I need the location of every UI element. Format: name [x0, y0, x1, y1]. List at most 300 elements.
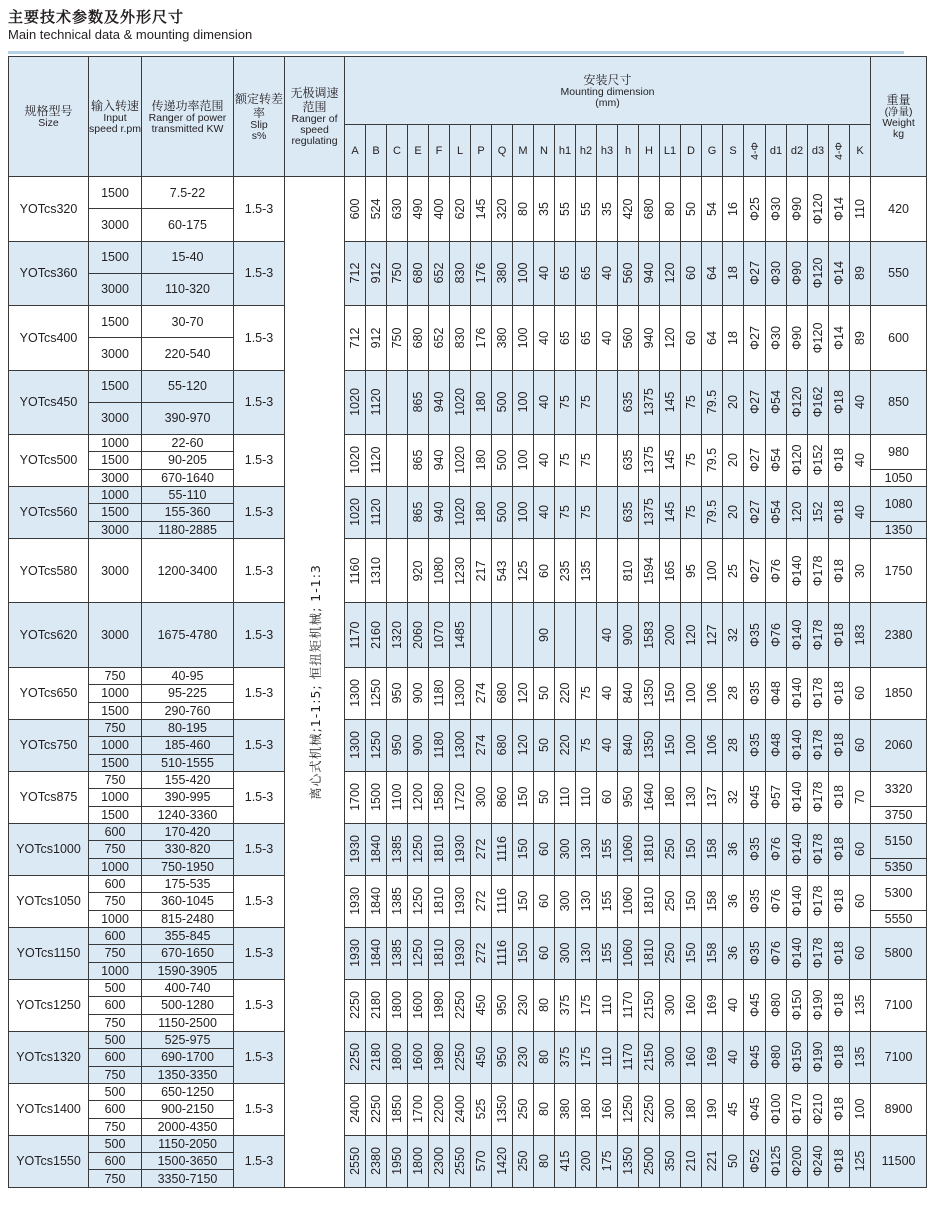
cell-dim [450, 177, 471, 242]
cell-speed: 600 [89, 1153, 142, 1170]
cell-dim [850, 771, 871, 823]
cell-dim [808, 927, 829, 979]
cell-dim [702, 1083, 723, 1135]
dim-value: 2250 [453, 991, 467, 1020]
cell-speed: 1500 [89, 504, 142, 521]
dim-value: Φ120 [811, 322, 825, 354]
dim-value: 250 [516, 1150, 530, 1172]
dim-value: Φ178 [811, 678, 825, 709]
cell-dim [345, 875, 366, 927]
cell-dim [345, 823, 366, 875]
dim-value: Φ76 [769, 941, 783, 966]
cell-power: 390-970 [142, 402, 234, 434]
cell-speed: 3000 [89, 402, 142, 434]
dim-value: 230 [516, 994, 530, 1016]
cell-speed: 1000 [89, 789, 142, 806]
cell-dim [534, 435, 555, 487]
dim-value: 950 [390, 683, 404, 704]
dim-value: 1300 [453, 731, 467, 760]
dim-value: Φ18 [832, 733, 846, 758]
dim-value: 120 [684, 624, 698, 646]
cell-dim [808, 306, 829, 371]
cell-dim [660, 603, 681, 668]
dim-value: 158 [705, 838, 719, 860]
dim-value: 420 [621, 198, 635, 220]
cell-dim [744, 1083, 766, 1135]
dim-value: Φ14 [832, 325, 846, 350]
cell-power: 815-2480 [142, 910, 234, 927]
dim-value: 180 [474, 450, 488, 471]
header-dim-16 [681, 125, 702, 177]
cell-dim [345, 1135, 366, 1187]
dim-value: 380 [558, 1098, 572, 1120]
cell-dim [787, 486, 808, 538]
cell-speed: 750 [89, 1014, 142, 1031]
cell-dim [702, 435, 723, 487]
dim-value: 20 [726, 395, 740, 410]
header-dim-0 [345, 125, 366, 177]
dim-value: 1200 [411, 783, 425, 812]
cell-dim [829, 823, 850, 875]
cell-dim [513, 1083, 534, 1135]
dim-value: 80 [537, 1050, 551, 1065]
dim-value: Φ80 [769, 993, 783, 1018]
dim-value: 75 [579, 738, 593, 753]
dim-value: 1640 [642, 783, 656, 812]
dim-value: 50 [684, 201, 698, 216]
dim-value: 680 [495, 683, 509, 704]
dim-value: 1310 [369, 556, 383, 585]
cell-speed: 500 [89, 979, 142, 996]
cell-dim [829, 486, 850, 538]
dim-value: 28 [726, 738, 740, 753]
cell-power: 110-320 [142, 273, 234, 305]
cell-dim [639, 435, 660, 487]
dim-value: Φ27 [747, 558, 762, 583]
cell-dim [744, 241, 766, 306]
dim-value: 2150 [642, 1043, 656, 1072]
cell-power: 1675-4780 [142, 603, 234, 668]
cell-dim [450, 435, 471, 487]
cell-speed: 750 [89, 1118, 142, 1135]
cell-dim [597, 1083, 618, 1135]
dim-value: 2380 [369, 1147, 383, 1176]
dim-value: 860 [495, 786, 509, 808]
dim-value: 220 [558, 735, 572, 756]
cell-dim [618, 1031, 639, 1083]
cell-dim [766, 1135, 787, 1187]
cell-size: YOTcs620 [9, 603, 89, 668]
cell-dim [829, 538, 850, 603]
dim-value: 160 [684, 1046, 698, 1068]
dim-value: Φ35 [747, 733, 762, 758]
header-slip-cn: 额定转差率 [234, 91, 283, 120]
cell-dim [660, 177, 681, 242]
cell-dim [429, 603, 450, 668]
cell-speed: 600 [89, 1101, 142, 1118]
dim-value: 1600 [411, 1043, 425, 1072]
dim-value: Φ18 [832, 993, 846, 1018]
cell-dim [787, 823, 808, 875]
dim-value: 300 [558, 942, 572, 964]
dim-value: 950 [495, 994, 509, 1016]
cell-dim [366, 177, 387, 242]
dim-value: Φ45 [747, 785, 762, 810]
cell-dim [723, 486, 744, 538]
cell-power: 360-1045 [142, 893, 234, 910]
dim-value: 221 [705, 1150, 719, 1172]
cell-dim [618, 1135, 639, 1187]
cell-dim [513, 667, 534, 719]
cell-dim [429, 1031, 450, 1083]
cell-dim [723, 875, 744, 927]
dim-value: 635 [621, 450, 635, 471]
dim-value: 230 [516, 1046, 530, 1068]
cell-dim [366, 603, 387, 668]
dim-value: 1385 [390, 835, 404, 864]
cell-dim [766, 486, 787, 538]
table-row [9, 1083, 927, 1100]
table-row [9, 538, 927, 603]
cell-dim [471, 370, 492, 435]
cell-dim [513, 979, 534, 1031]
cell-speed: 3000 [89, 521, 142, 538]
cell-power: 1590-3905 [142, 962, 234, 979]
cell-size: YOTcs580 [9, 538, 89, 603]
cell-dim [450, 927, 471, 979]
dim-value: 1385 [390, 887, 404, 916]
dim-value: 75 [579, 453, 593, 468]
cell-dim [597, 486, 618, 538]
header-slip-en: Slip [250, 118, 268, 131]
dim-value: 176 [474, 327, 488, 349]
cell-speed: 750 [89, 719, 142, 736]
dim-value: 110 [558, 787, 572, 808]
dim-value: 100 [516, 391, 530, 413]
cell-size: YOTcs1250 [9, 979, 89, 1031]
cell-power: 1150-2500 [142, 1014, 234, 1031]
dim-value: 106 [705, 735, 719, 756]
header-dim-10 [555, 125, 576, 177]
cell-dim [597, 1031, 618, 1083]
cell-dim [808, 1083, 829, 1135]
dim-value: 1930 [453, 887, 467, 916]
cell-dim [766, 1083, 787, 1135]
cell-dim [345, 603, 366, 668]
cell-speed: 600 [89, 1049, 142, 1066]
cell-dim [639, 771, 660, 823]
dim-value: 1020 [348, 498, 362, 527]
cell-dim [681, 927, 702, 979]
dim-value: 40 [537, 505, 551, 520]
dim-value: Φ27 [747, 390, 762, 415]
dim-value: 18 [726, 266, 740, 281]
dim-value: 135 [579, 560, 593, 582]
cell-dim [492, 1083, 513, 1135]
dim-value: 2250 [369, 1095, 383, 1124]
header-mounting [345, 57, 871, 125]
cell-dim [766, 1031, 787, 1083]
dim-value: 500 [495, 391, 509, 413]
cell-dim [787, 1083, 808, 1135]
dim-value: 560 [621, 262, 635, 284]
cell-dim [576, 927, 597, 979]
dim-value: 1810 [642, 835, 656, 864]
header-dim-label: S [729, 144, 737, 157]
cell-weight: 5550 [871, 910, 927, 927]
dim-value: Φ150 [790, 989, 804, 1021]
dim-value: 1810 [642, 939, 656, 968]
cell-dim [702, 486, 723, 538]
cell-dim [723, 370, 744, 435]
cell-dim [513, 241, 534, 306]
dim-value: 940 [432, 391, 446, 413]
header-dim-9 [534, 125, 555, 177]
header-dim-label: 4-Φ [833, 141, 845, 160]
cell-slip: 1.5-3 [234, 370, 285, 435]
dim-value: 150 [684, 890, 698, 912]
cell-dim [408, 667, 429, 719]
cell-dim [639, 603, 660, 668]
cell-dim [345, 771, 366, 823]
dim-value: 2400 [348, 1095, 362, 1124]
cell-dim [618, 603, 639, 668]
cell-dim [513, 823, 534, 875]
cell-slip: 1.5-3 [234, 979, 285, 1031]
table-row [9, 603, 927, 668]
dim-value: Φ54 [769, 390, 783, 415]
cell-power: 1200-3400 [142, 538, 234, 603]
dim-value: 70 [853, 790, 868, 805]
cell-dim [387, 771, 408, 823]
cell-dim [702, 306, 723, 371]
dim-value: 16 [726, 201, 740, 216]
cell-dim [366, 719, 387, 771]
dim-value: 750 [390, 262, 404, 284]
cell-dim [387, 1031, 408, 1083]
cell-dim [766, 435, 787, 487]
cell-speed: 1500 [89, 754, 142, 771]
dim-value: 380 [495, 262, 509, 284]
dim-value: 635 [621, 391, 635, 413]
dim-value: 635 [621, 502, 635, 523]
dim-value: 1700 [411, 1095, 425, 1124]
cell-dim [471, 1031, 492, 1083]
cell-dim [618, 823, 639, 875]
dim-value: 135 [853, 1046, 868, 1068]
cell-speed: 750 [89, 1066, 142, 1083]
dim-value: Φ18 [832, 500, 846, 525]
cell-dim [429, 435, 450, 487]
dim-value: Φ152 [811, 445, 825, 476]
dim-value: 75 [579, 395, 593, 410]
cell-weight: 1080 [871, 486, 927, 521]
dim-value: 158 [705, 942, 719, 964]
cell-dim [534, 979, 555, 1031]
cell-speed: 750 [89, 945, 142, 962]
cell-dim [639, 823, 660, 875]
cell-dim [492, 927, 513, 979]
dim-value: 2180 [369, 991, 383, 1020]
cell-weight: 5300 [871, 875, 927, 910]
dim-value: 1980 [432, 1043, 446, 1072]
cell-speed: 600 [89, 927, 142, 944]
cell-dim [766, 979, 787, 1031]
cell-slip: 1.5-3 [234, 667, 285, 719]
cell-dim [387, 875, 408, 927]
dim-value: 158 [705, 890, 719, 912]
dim-value: 60 [684, 266, 698, 281]
header-dim-14 [639, 125, 660, 177]
dim-value: 60 [537, 894, 551, 909]
cell-power: 690-1700 [142, 1049, 234, 1066]
dim-value: 1320 [390, 621, 404, 650]
cell-weight: 8900 [871, 1083, 927, 1135]
cell-power: 400-740 [142, 979, 234, 996]
dim-value: 320 [495, 198, 509, 220]
dim-value: 1250 [621, 1095, 635, 1124]
cell-dim [660, 486, 681, 538]
cell-slip: 1.5-3 [234, 177, 285, 242]
cell-dim [345, 306, 366, 371]
cell-dim [766, 667, 787, 719]
cell-dim [513, 771, 534, 823]
dim-value: 1300 [348, 679, 362, 708]
cell-dim [513, 538, 534, 603]
cell-dim [787, 177, 808, 242]
dim-value: 1600 [411, 991, 425, 1020]
cell-dim [387, 435, 408, 487]
dim-value: 200 [579, 1150, 593, 1172]
dim-value: 2180 [369, 1043, 383, 1072]
dim-value: 50 [726, 1154, 740, 1169]
cell-dim [808, 370, 829, 435]
cell-dim [492, 538, 513, 603]
cell-dim [471, 771, 492, 823]
cell-power: 90-205 [142, 452, 234, 469]
cell-dim [744, 603, 766, 668]
dim-value: 120 [516, 683, 530, 704]
dim-value: 375 [558, 1046, 572, 1068]
cell-dim [787, 667, 808, 719]
dim-value: 60 [853, 894, 868, 909]
dim-value: Φ14 [832, 196, 846, 221]
dim-value: 40 [600, 628, 614, 643]
cell-dim [744, 1135, 766, 1187]
cell-dim [681, 771, 702, 823]
cell-dim [492, 823, 513, 875]
dim-value: 1060 [621, 939, 635, 968]
cell-dim [471, 486, 492, 538]
cell-speed: 3000 [89, 469, 142, 486]
cell-size: YOTcs500 [9, 435, 89, 487]
cell-dim [787, 875, 808, 927]
header-mount-en: Mounting dimension [560, 85, 655, 98]
cell-dim [408, 1031, 429, 1083]
dim-value: 80 [516, 201, 530, 216]
cell-power: 500-1280 [142, 997, 234, 1014]
cell-dim [492, 435, 513, 487]
dim-value: Φ162 [811, 386, 825, 418]
cell-dim [492, 1031, 513, 1083]
cell-dim [429, 306, 450, 371]
cell-dim [787, 927, 808, 979]
dim-value: 120 [663, 327, 677, 349]
cell-dim [766, 771, 787, 823]
dim-value: 600 [348, 198, 362, 220]
cell-dim [534, 875, 555, 927]
dim-value: 1810 [432, 887, 446, 916]
cell-dim [534, 486, 555, 538]
dim-value: 75 [684, 453, 698, 468]
cell-dim [408, 241, 429, 306]
dim-value: 160 [600, 1098, 614, 1120]
cell-dim [808, 667, 829, 719]
cell-dim [450, 486, 471, 538]
cell-dim [513, 603, 534, 668]
dim-value: 1500 [369, 783, 383, 812]
cell-dim [450, 306, 471, 371]
cell-dim [681, 370, 702, 435]
cell-dim [639, 667, 660, 719]
cell-speed: 500 [89, 1083, 142, 1100]
cell-dim [387, 486, 408, 538]
cell-dim [660, 1083, 681, 1135]
dim-value: 1100 [390, 783, 404, 811]
dim-value: 1840 [369, 939, 383, 968]
dim-value: 250 [663, 838, 677, 860]
cell-dim [450, 823, 471, 875]
cell-dim [576, 719, 597, 771]
cell-power: 55-110 [142, 486, 234, 503]
header-slip-unit: s% [251, 129, 267, 142]
cell-dim [597, 538, 618, 603]
cell-dim [660, 823, 681, 875]
cell-dim [660, 1031, 681, 1083]
cell-dim [808, 486, 829, 538]
dim-value: 1180 [432, 731, 446, 759]
cell-dim [702, 771, 723, 823]
cell-dim [387, 1135, 408, 1187]
cell-power: 1240-3360 [142, 806, 234, 823]
header-mount-cn: 安装尺寸 [583, 72, 632, 87]
cell-weight: 5350 [871, 858, 927, 875]
cell-dim [808, 1031, 829, 1083]
dim-value: Φ45 [747, 1045, 762, 1070]
cell-dim [366, 241, 387, 306]
dim-value: 2250 [348, 991, 362, 1020]
cell-power: 670-1650 [142, 945, 234, 962]
dim-value: 75 [558, 395, 572, 410]
dim-value: 865 [411, 391, 425, 413]
cell-size: YOTcs360 [9, 241, 89, 306]
cell-size: YOTcs650 [9, 667, 89, 719]
cell-dim [808, 603, 829, 668]
cell-dim [618, 771, 639, 823]
dim-value: 1300 [348, 731, 362, 760]
dim-value: 1810 [432, 835, 446, 864]
cell-dim [639, 927, 660, 979]
cell-dim [808, 823, 829, 875]
header-weight-sub: (净量) [884, 106, 913, 118]
dim-value: Φ18 [832, 448, 846, 473]
cell-size: YOTcs875 [9, 771, 89, 823]
cell-dim [387, 177, 408, 242]
cell-dim [429, 979, 450, 1031]
header-dim-label: N [540, 144, 548, 157]
dim-value: 1385 [390, 939, 404, 968]
cell-dim [597, 435, 618, 487]
